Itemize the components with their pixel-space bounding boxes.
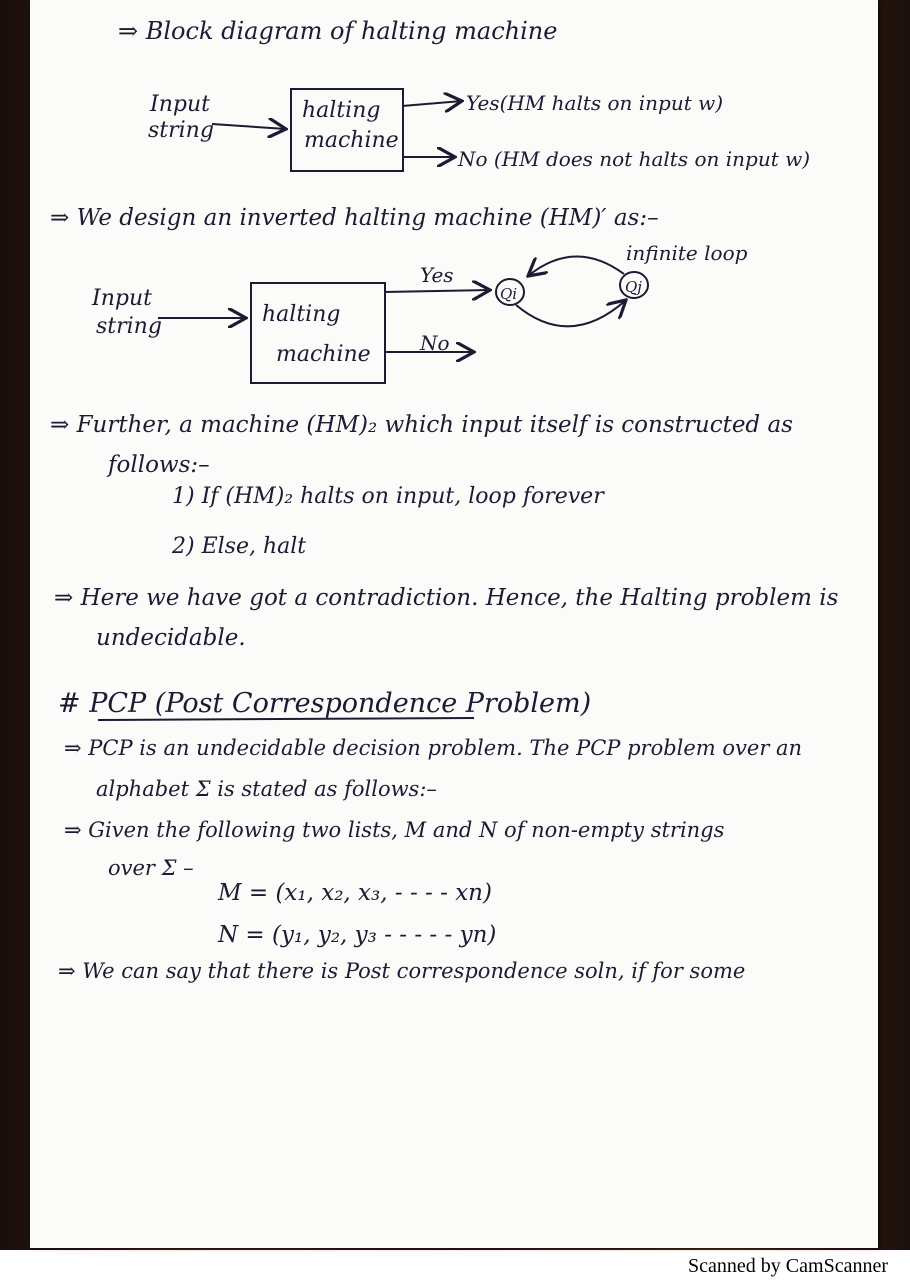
diagram1-no-output: No (HM does not halts on input w) [458,147,811,171]
state-qi-circle [496,279,524,305]
scanner-watermark: Scanned by CamScanner [688,1255,888,1277]
further-line2: follows:– [108,452,210,478]
pcp-heading: # PCP (Post Correspondence Problem) [58,688,592,719]
diagram1-yes-arrow [402,101,462,106]
pcp-line2: alphabet Σ is stated as follows:– [96,777,437,801]
diagram2-input-label-line2: string [96,314,162,339]
given-line1: ⇒ Given the following two lists, M and N of non-empty strings [64,818,725,842]
diagram1-yes-output: Yes(HM halts on input w) [466,91,724,115]
diagram2-box-label-line1: halting [262,302,341,327]
diagram1-box-label-line1: halting [302,98,381,123]
state-qj-label: Qj [625,278,642,296]
pcp-line1: ⇒ PCP is an undecidable decision problem. The PCP problem over an [64,736,803,760]
list-m: M = (x₁, x₂, x₃, - - - - xn) [218,880,492,906]
diagram2-no-label: No [420,331,450,355]
list-n: N = (y₁, y₂, y₃ - - - - - yn) [218,922,497,948]
diagram1-input-label-line1: Input [150,92,210,117]
step-1: 1) If (HM)₂ halts on input, loop forever [172,484,604,509]
diagram2-yes-label: Yes [420,263,454,287]
loop-arrow-top [528,256,624,276]
section-heading: ⇒ Block diagram of halting machine [118,17,558,45]
loop-arrow-bottom [516,300,626,326]
contradiction-line2: undecidable. [96,625,246,651]
diagram2-box-label-line2: machine [276,342,371,367]
state-qi-label: Qi [500,285,518,303]
given-line2: over Σ – [108,856,194,880]
diagram1-box-label-line2: machine [304,128,399,153]
step-2: 2) Else, halt [172,534,307,559]
further-line1: ⇒ Further, a machine (HM)₂ which input itself is constructed as [50,412,793,438]
inverted-machine-intro: ⇒ We design an inverted halting machine (HM)′ as:– [50,205,659,231]
diagram2-input-label-line1: Input [92,286,152,311]
diagram1-input-arrow [212,124,286,129]
contradiction-line1: ⇒ Here we have got a contradiction. Hence, the Halting problem is [54,585,839,611]
final-line: ⇒ We can say that there is Post correspondence soln, if for some [58,959,746,983]
diagram2-yes-arrow [384,290,490,292]
diagram1-input-label-line2: string [148,118,214,143]
infinite-loop-label: infinite loop [626,241,748,265]
pcp-heading-underline [98,718,474,720]
state-qj-circle [620,272,648,298]
